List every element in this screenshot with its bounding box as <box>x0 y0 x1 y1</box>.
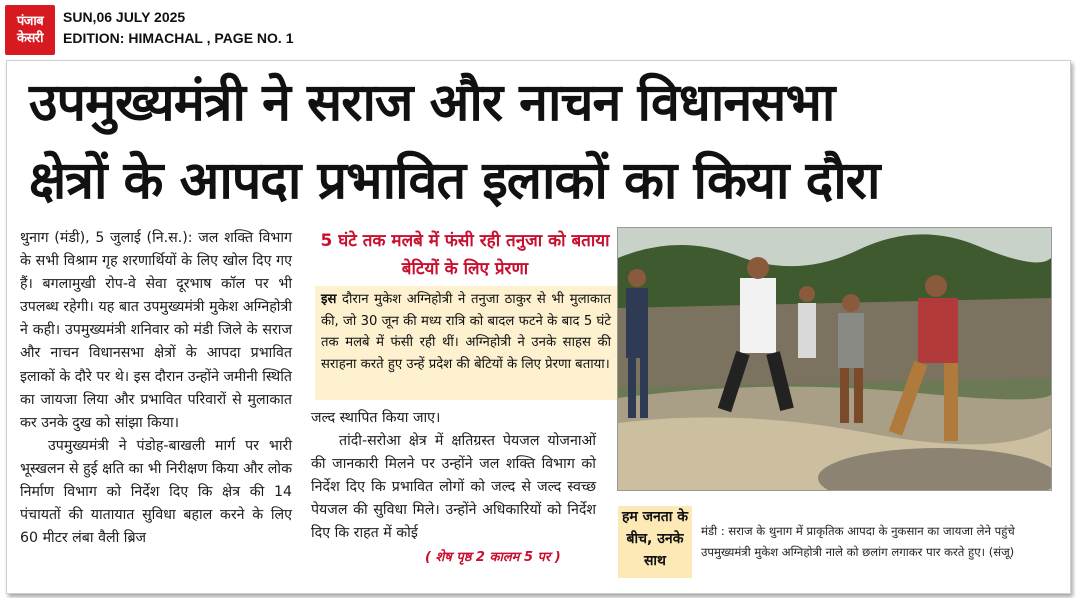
continuation-note: ( शेष पृष्ठ 2 कालम 5 पर ) <box>425 550 561 565</box>
paragraph: तांदी-सरोआ क्षेत्र में क्षतिग्रस्त पेयजल योजनाओं की जानकारी मिलने पर उन्होंने जल शक्ति विभाग को निर्देश दिए कि प्रभावित लोगों को जल्द से जल्द स्वच्छ पेयजल की सुविधा मिले। उन्होंने अधिकारियों को निर्देश दिए कि राहत में कोई <box>311 433 596 542</box>
article-clipping <box>6 60 1071 594</box>
logo-line-1: पंजाब <box>16 14 44 29</box>
sidebox-lead: इस <box>321 292 337 307</box>
masthead <box>0 0 1076 58</box>
paragraph: उपमुख्यमंत्री ने पंडोह-बाखली मार्ग पर भारी भूस्खलन से हुई क्षति का भी निरीक्षण किया और लोक निर्माण विभाग को निर्देश दिए कि क्षेत्र की 14 पंचायतों की यातायात सुविधा बहाल करने के लिए 60 मीटर लंबा वैली ब्रिज <box>20 437 292 547</box>
article-column-1 <box>20 227 292 550</box>
newspaper-logo <box>5 5 55 55</box>
sidebox-text: दौरान मुकेश अग्निहोत्री ने तनुजा ठाकुर से भी मुलाकात की, जो 30 जून की मध्य रात्रि को बादल फटने के बाद 5 घंटे तक मलबे में फंसी रही थीं। अग्निहोत्री ने उनके साहस की सराहना करते हुए उन्हें प्रदेश की बेटियों के लिए प्रेरणा बताया। <box>321 292 611 372</box>
photo-caption: मंडी : सराज के थुनाग में प्राकृतिक आपदा के नुकसान का जायजा लेने पहुंचे उपमुख्यमंत्री मुकेश अग्निहोत्री नाले को छलांग लगाकर पार करते हुए। (संजू) <box>701 524 1015 559</box>
paragraph: जल्द स्थापित किया जाए। <box>311 410 441 426</box>
headline-line-1: उपमुख्यमंत्री ने सराज और नाचन विधानसभा <box>29 73 835 133</box>
news-photo <box>617 227 1052 491</box>
paragraph: थुनाग (मंडी), 5 जुलाई (नि.स.): जल शक्ति विभाग के सभी विश्राम गृह शरणार्थियों के लिए खोल दिए गए हैं। बगलामुखी रोप-वे सेवा दूरभाष कॉल पर भी उपलब्ध रहेगी। यह बात उपमुख्यमंत्री मुकेश अग्निहोत्री ने कही। उपमुख्यमंत्री शनिवार को मंडी जिले के सराज और नाचन विधानसभा क्षेत्रों के आपदा प्रभावित इलाकों के दौरे पर थे। इस दौरान उन्होंने जमीनी स्थिति का जायजा लिया और प्रभावित परिवारों से मुलाकात कर उनके दुख को सांझा किया। <box>20 230 292 431</box>
sidebox <box>315 286 617 400</box>
edition-date: SUN,06 JULY 2025 <box>63 9 186 25</box>
headline-line-2: क्षेत्रों के आपदा प्रभावित इलाकों का किया दौरा <box>29 151 880 211</box>
sidebox-title: 5 घंटे तक मलबे में फंसी रही तनुजा को बताया बेटियों के लिए प्रेरणा <box>320 231 610 279</box>
photo-tag: हम जनता के बीच, उनके साथ <box>618 506 692 578</box>
article-column-2 <box>311 407 596 546</box>
edition-info: EDITION: HIMACHAL , PAGE NO. 1 <box>63 30 294 46</box>
logo-line-2: केसरी <box>17 31 43 46</box>
